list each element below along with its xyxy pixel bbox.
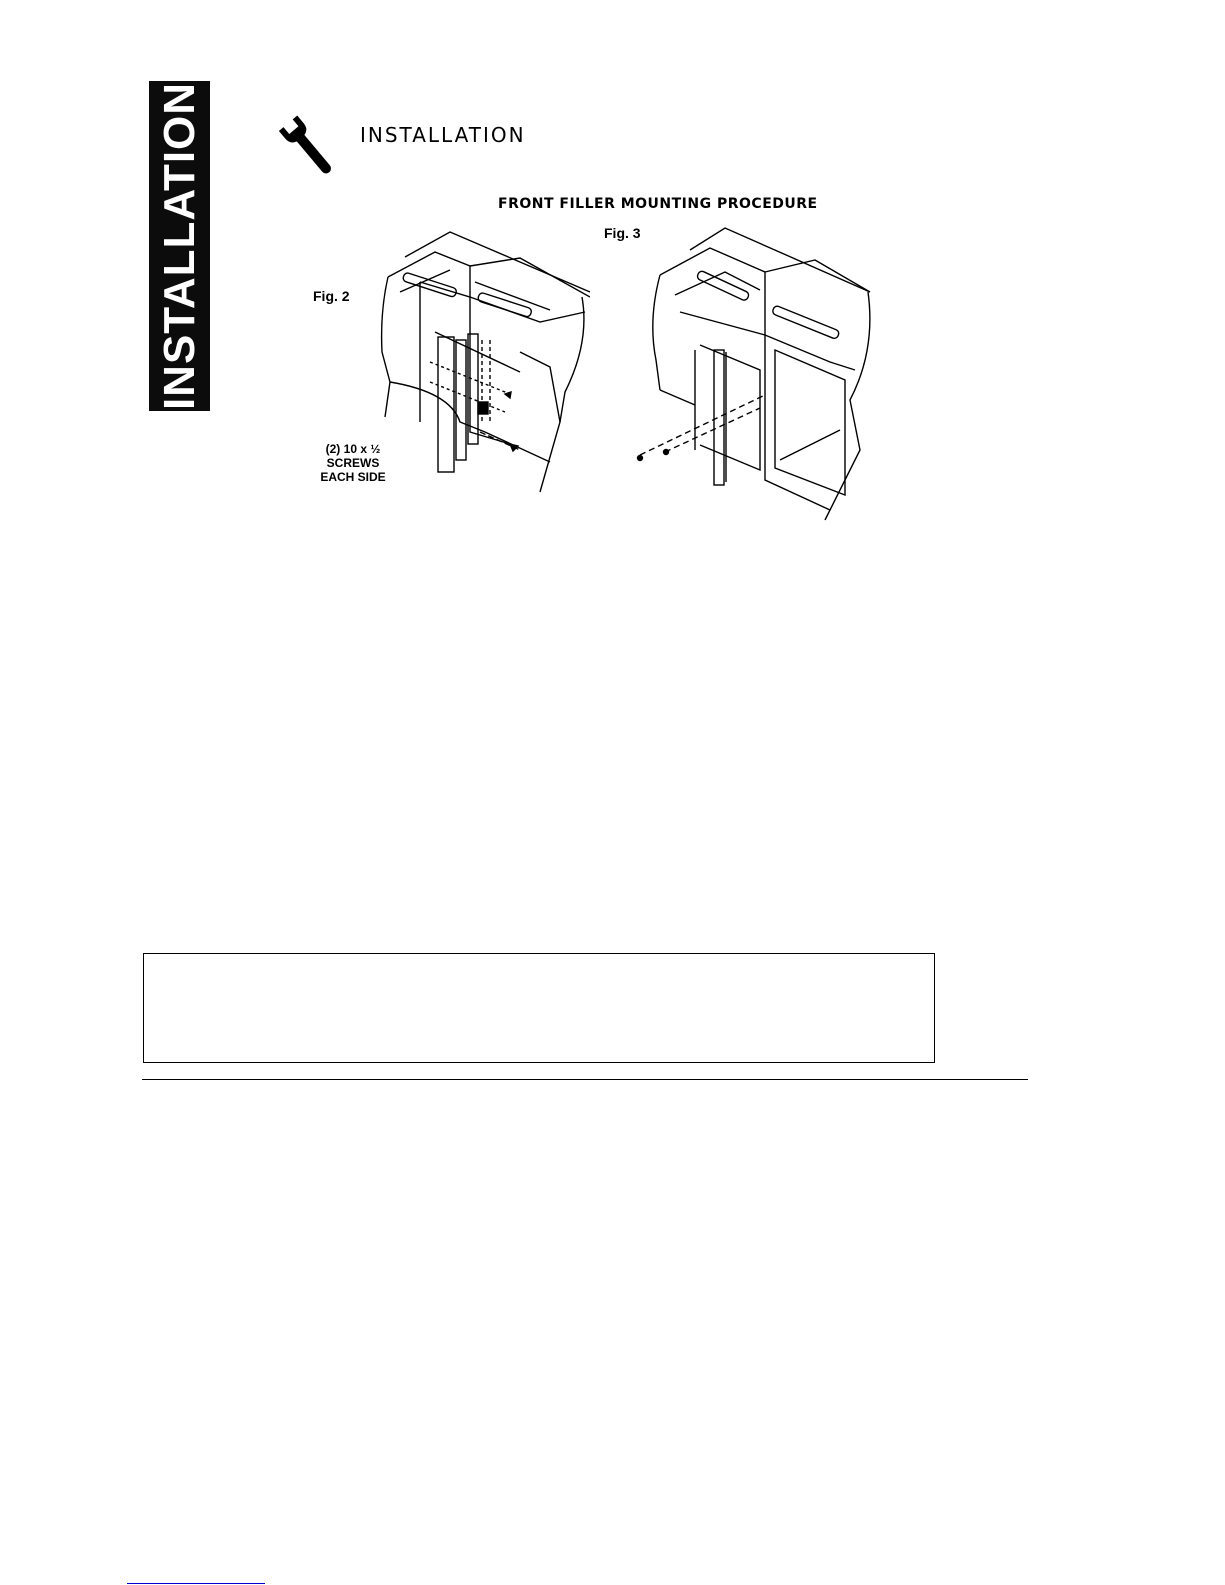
screw-note-line-1: (2) 10 x ½	[325, 442, 381, 456]
screw-note-line-2: SCREWS	[326, 456, 380, 470]
divider	[142, 1079, 1028, 1080]
screw-note-line-3: EACH SIDE	[320, 470, 386, 484]
side-tab-installation	[149, 81, 210, 411]
screw-note	[303, 442, 403, 484]
fig3-label: Fig. 3	[604, 225, 641, 241]
footer-link-underline[interactable]	[127, 1583, 265, 1584]
fig2-label: Fig. 2	[313, 288, 350, 304]
fig3-illustration	[600, 220, 875, 525]
side-tab-label: INSTALLATION	[154, 81, 204, 411]
note-box	[143, 953, 935, 1063]
wrench-icon	[278, 112, 338, 182]
procedure-title: FRONT FILLER MOUNTING PROCEDURE	[498, 196, 818, 212]
page-title: INSTALLATION	[360, 123, 526, 147]
